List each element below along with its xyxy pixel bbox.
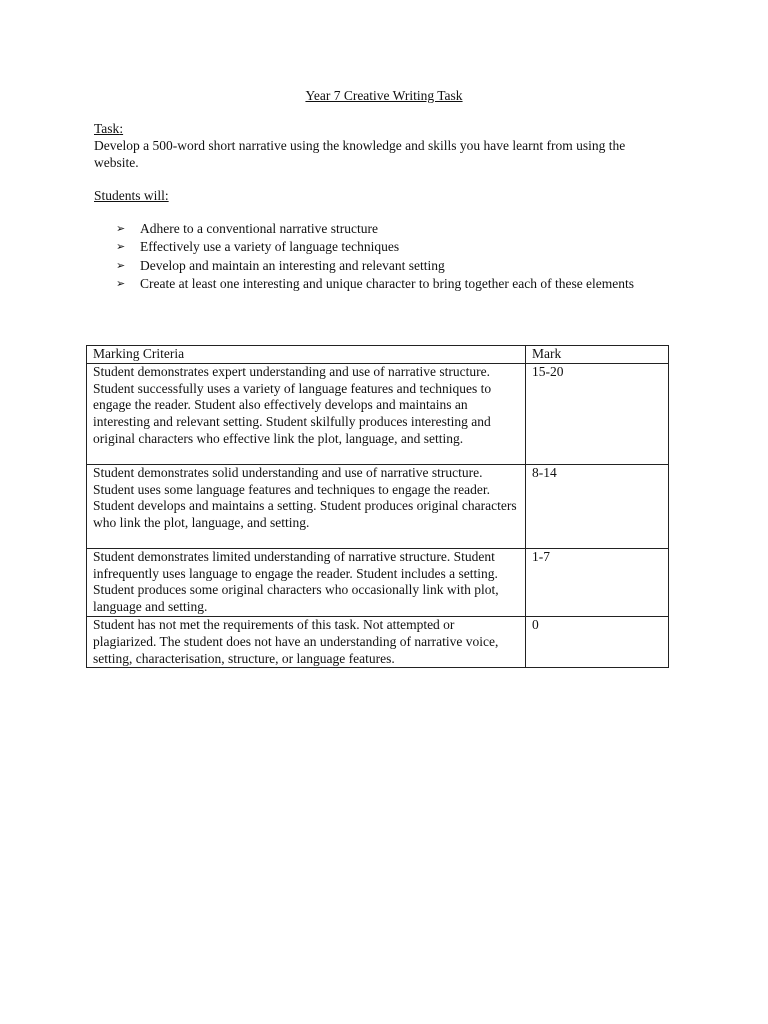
mark-cell: 8-14 <box>526 464 669 548</box>
objective-text: Create at least one interesting and unique character to bring together each of these elements <box>140 275 635 291</box>
objective-text: Develop and maintain an interesting and relevant setting <box>140 257 445 273</box>
objective-text: Effectively use a variety of language techniques <box>140 239 400 255</box>
criteria-cell: Student has not met the requirements of this task. Not attempted or plagiarized. The student does not have an understanding of narrative voice, setting, characterisation, structure, or language features. <box>87 616 526 667</box>
table-row <box>87 464 669 548</box>
criteria-cell: Student demonstrates expert understanding and use of narrative structure. Student successfully uses a variety of language features and techniques to engage the reader. Student also effectively develops and maintains an interesting and relevant setting. Student skilfully produces interesting and original characters who effective link the plot, language, and setting. <box>87 363 526 464</box>
header-marking-criteria: Marking Criteria <box>87 346 526 364</box>
table-row <box>87 363 669 464</box>
objective-item <box>0 276 660 293</box>
table-row <box>87 616 669 667</box>
task-heading-colon: : <box>119 121 124 136</box>
mark-cell: 15-20 <box>526 363 669 464</box>
mark-cell: 1-7 <box>526 548 669 616</box>
objective-text: Adhere to a conventional narrative structure <box>140 221 379 236</box>
mark-cell: 0 <box>526 616 669 667</box>
arrow-bullet-icon: ➢ <box>116 276 126 290</box>
arrow-bullet-icon: ➢ <box>116 240 126 254</box>
criteria-cell: Student demonstrates limited understanding of narrative structure. Student infrequently uses language to engage the reader. Student includes a setting. Student produces some original characters who occasionally link with plot, language and setting. <box>87 548 526 616</box>
arrow-bullet-icon: ➢ <box>116 258 126 272</box>
objectives-list <box>0 221 660 294</box>
header-mark: Mark <box>526 346 669 364</box>
task-heading <box>94 121 123 138</box>
criteria-cell: Student demonstrates solid understanding and use of narrative structure. Student uses some language features and techniques to engage the reader. Student develops and maintains a setting. Student produces original characters who link the plot, language, and setting. <box>87 464 526 548</box>
objective-item <box>0 221 660 238</box>
task-heading-label: Task <box>94 121 120 136</box>
document-title: Year 7 Creative Writing Task <box>305 88 463 103</box>
table-header-row <box>87 346 669 364</box>
arrow-bullet-icon: ➢ <box>116 222 126 235</box>
objective-item <box>0 258 660 275</box>
objective-item <box>0 239 660 256</box>
task-description: Develop a 500-word short narrative using the knowledge and skills you have learnt from using the website. <box>94 138 626 170</box>
table-row <box>87 548 669 616</box>
marking-criteria-table <box>86 345 669 668</box>
students-will-heading: Students will: <box>94 188 169 203</box>
